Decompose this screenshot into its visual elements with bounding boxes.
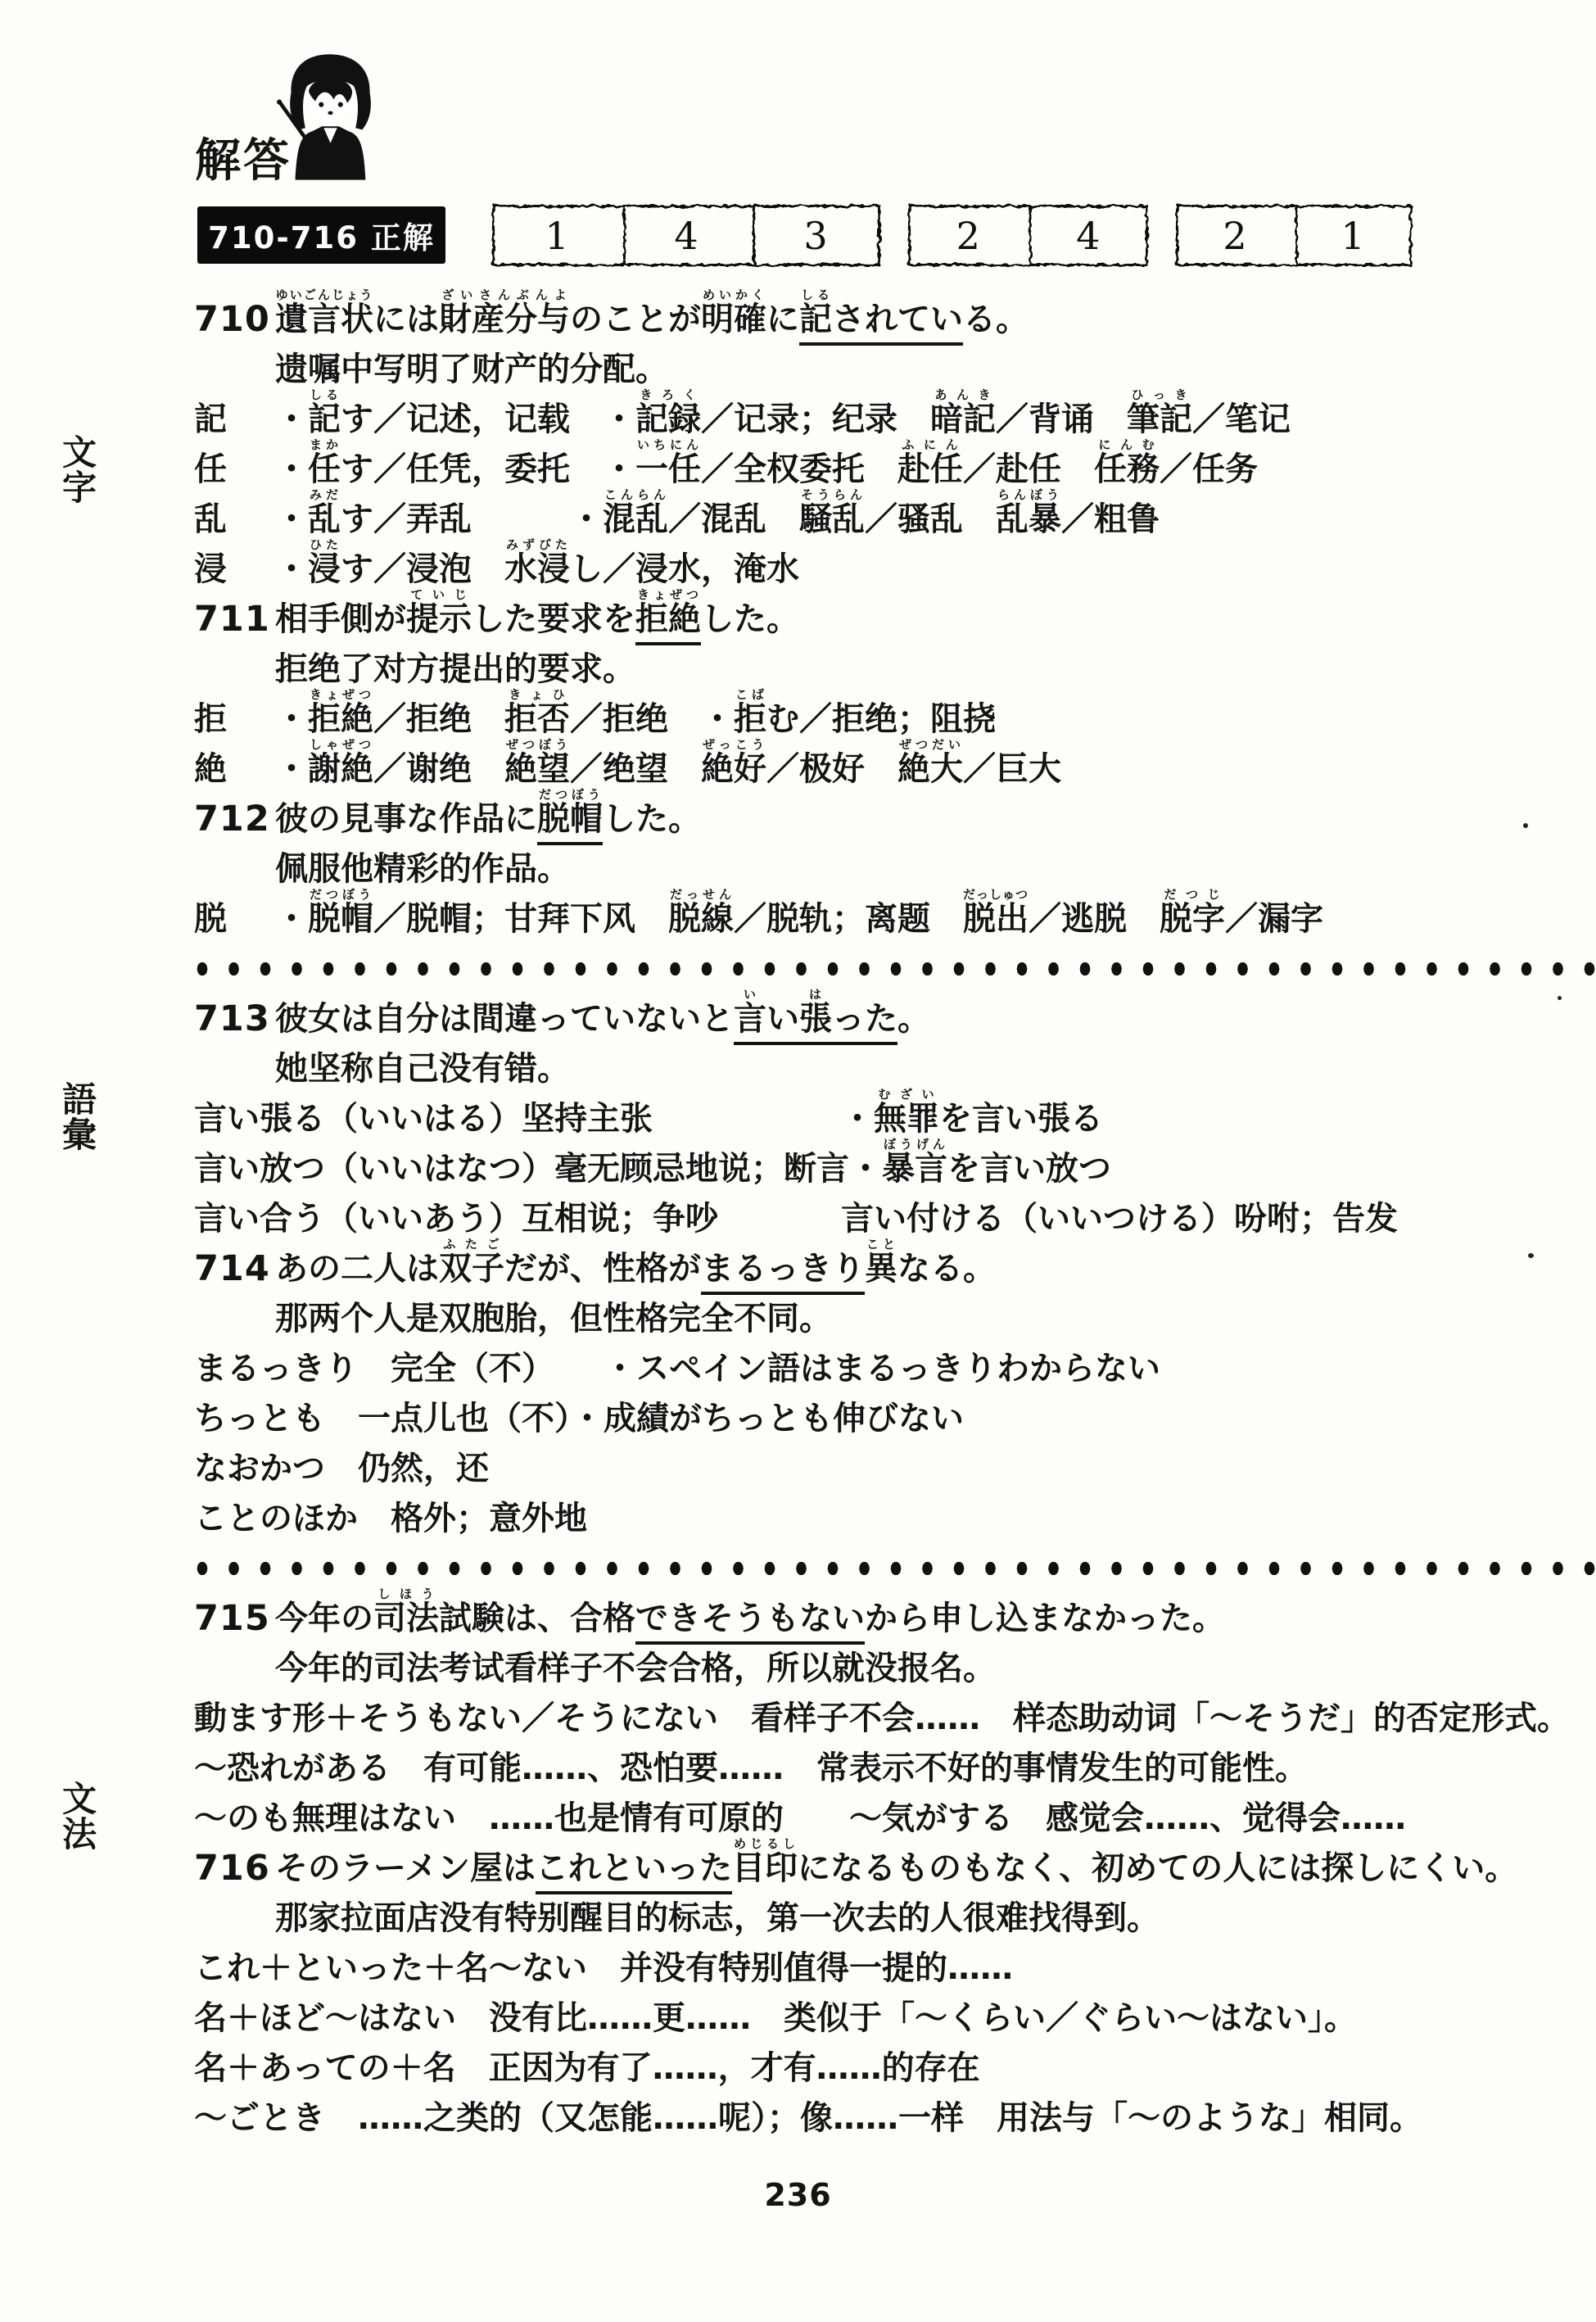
line-text <box>194 1998 1357 2039</box>
chinese-translation: 遗嘱中写明了财产的分配。 <box>275 351 668 388</box>
furigana: ざいさんぶんよ <box>439 287 570 302</box>
text-run: 〜ごとき ……之类的（又怎能……呢）；像……一样 用法与「〜のような」相同。 <box>194 2099 1422 2137</box>
cn-line <box>194 1289 1596 1339</box>
vocab-line <box>194 437 1596 490</box>
furigana: ふたご <box>439 1237 504 1252</box>
ruby-text: 脱帽だつぼう <box>537 787 603 838</box>
line-text <box>275 1237 996 1289</box>
answer-cell: 2 <box>1223 213 1247 258</box>
ruby-text: 脱帽だつぼう <box>308 887 373 938</box>
text-run: これといった <box>536 1849 732 1887</box>
furigana: そうらん <box>799 487 865 502</box>
line-text <box>275 387 1291 440</box>
text-run: す／记述，记载 ・ <box>341 401 635 438</box>
text-run: ・ <box>275 401 308 438</box>
sidebar-section-moji: 文字 <box>57 434 97 505</box>
ruby-text: 浸ひた <box>308 537 341 588</box>
answer-cell: 4 <box>674 213 699 258</box>
question-number: 716 <box>194 1848 270 1889</box>
furigana: ひっき <box>1127 387 1192 402</box>
furigana: しる <box>799 287 832 302</box>
furigana: だつぼう <box>537 787 603 802</box>
furigana: こんらん <box>603 487 668 502</box>
phrase-line <box>194 1439 1596 1489</box>
phrase-line <box>194 1339 1596 1389</box>
furigana: いちにん <box>635 437 701 452</box>
furigana: しる <box>308 387 341 402</box>
text-run: されてい <box>832 301 963 338</box>
text-run: ／绝望 <box>570 750 701 788</box>
furigana: ふにん <box>897 437 963 452</box>
answer-key-label: 710-716 正解 <box>197 206 445 264</box>
ruby-text: 赴任ふにん <box>897 437 963 488</box>
answer-cell: 2 <box>956 213 980 258</box>
ruby-text: 財産分与ざいさんぶんよ <box>439 287 570 338</box>
furigana: だっせん <box>668 887 734 902</box>
ruby-text: 言い <box>734 987 766 1038</box>
ruby-text: 絶好ぜっこう <box>701 737 766 788</box>
ruby-text: 拒否きょひ <box>504 687 570 738</box>
text-run: 試験は、合格 <box>439 1600 635 1637</box>
line-text <box>275 1836 1517 1889</box>
underlined-text <box>766 1000 799 1045</box>
furigana: ひた <box>308 537 341 552</box>
text-run: す／弄乱 ・ <box>341 500 603 538</box>
text-run: ／极好 <box>766 750 897 788</box>
line-text <box>194 1098 841 1139</box>
text-run: 言い付ける（いいつける）吩咐；告发 <box>841 1200 1398 1238</box>
text-run: なる。 <box>897 1250 996 1288</box>
text-run: ／脱轨；离题 <box>734 900 963 938</box>
text-run: できそうもない <box>635 1600 865 1637</box>
answers-content <box>194 287 1596 2139</box>
ruby-text: 絶大ぜつだい <box>897 737 963 788</box>
vocab-head-kanji: 絶 <box>194 750 227 788</box>
text-run: そのラーメン屋は <box>275 1849 536 1887</box>
text-run: ・ <box>275 900 308 938</box>
text-run: 彼の見事な作品に <box>275 800 537 838</box>
text-run: ／巨大 <box>963 750 1061 788</box>
vocab-line <box>194 737 1596 790</box>
text-run: には <box>373 301 439 338</box>
text-run: なおかつ 仍然，还 <box>194 1450 489 1487</box>
ruby-text: 水浸みずびた <box>504 537 570 588</box>
ruby-text: 脱線だっせん <box>668 887 734 938</box>
answer-cells <box>492 205 880 266</box>
text-run: 今年の <box>275 1600 373 1637</box>
dotted-divider <box>194 1561 1596 1576</box>
ruby-text: 脱出だっしゅつ <box>963 887 1029 938</box>
ruby-text: 一任いちにん <box>635 437 701 488</box>
q-line <box>194 787 1596 840</box>
answer-cells <box>908 205 1148 266</box>
text-run: ／逃脱 <box>1029 900 1160 938</box>
furigana: ぜつだい <box>897 737 963 752</box>
text-run: まるっきり 完全（不） ・スペイン語はまるっきりわからない <box>194 1350 1160 1387</box>
text-run: す／浸泡 <box>341 550 504 588</box>
underlined-text <box>537 787 603 845</box>
ruby-text: 提示ていじ <box>406 587 472 638</box>
text-run: 〜恐れがある 有可能……、恐怕要…… 常表示不好的事情发生的可能性。 <box>194 1749 1308 1787</box>
text-run: ／全权委托 <box>701 450 897 488</box>
furigana: だっしゅつ <box>963 887 1029 902</box>
phrase-line <box>194 1939 1596 1989</box>
line-text <box>194 1448 489 1489</box>
underlined-text <box>701 1250 865 1295</box>
line-text <box>275 437 1258 490</box>
text-run: を言い張る <box>939 1100 1103 1138</box>
phrase-line <box>194 1489 1596 1539</box>
furigana: は <box>799 987 832 1002</box>
text-run: 相手側が <box>275 600 406 638</box>
text-run: 動ます形＋そうもない／そうにない 看样子不会…… 样态助动词「〜そうだ」的否定形式。 <box>194 1700 1570 1737</box>
ruby-text: 乱みだ <box>308 487 341 538</box>
phrase-line <box>194 1139 1596 1189</box>
divider-line <box>194 1539 1596 1589</box>
text-run: ・ <box>275 750 308 788</box>
furigana: ぜつぼう <box>504 737 570 752</box>
furigana: にんむ <box>1094 437 1160 452</box>
text-run: まるっきり <box>701 1250 865 1288</box>
text-run: ちっとも 一点儿也（不）・成績がちっとも伸びない <box>194 1400 964 1437</box>
line-text <box>194 2048 980 2089</box>
ruby-text: 混乱こんらん <box>603 487 668 538</box>
text-run: ／赴任 <box>963 450 1094 488</box>
ruby-text: 任まか <box>308 437 341 488</box>
q-line <box>194 1836 1596 1889</box>
furigana: あんき <box>930 387 996 402</box>
line-text <box>194 2098 1422 2139</box>
phrase-line <box>194 2089 1596 2139</box>
vocab-head-kanji: 記 <box>194 401 227 438</box>
text-run: 名＋ほど〜はない 没有比……更…… 类似于「〜くらい／ぐらい〜はない」。 <box>194 1999 1357 2037</box>
line-text <box>275 987 930 1039</box>
furigana: い <box>734 987 766 1002</box>
q-line <box>194 989 1596 1039</box>
cn-line <box>194 340 1596 390</box>
q-line <box>194 1239 1596 1289</box>
vocab-line <box>194 387 1596 440</box>
page-title: 解答 <box>195 134 292 188</box>
teacher-girl-illustration <box>274 52 387 182</box>
vocab-line <box>194 487 1596 540</box>
vocab-head-kanji: 浸 <box>194 550 227 588</box>
text-run: 。 <box>897 1000 930 1038</box>
ruby-text: 遺言状ゆいごんじょう <box>275 287 373 338</box>
line-text-right <box>849 1137 1111 1189</box>
q-line <box>194 287 1596 340</box>
answer-group <box>908 205 1148 266</box>
ruby-text: 張は <box>799 987 832 1038</box>
underlined-text <box>832 301 963 346</box>
text-run: 言い張る（いいはる）坚持主张 <box>194 1100 653 1138</box>
line-text-right <box>841 1198 1398 1239</box>
line-text <box>194 1348 1160 1389</box>
line-text <box>275 537 799 590</box>
text-run: を言い放つ <box>947 1150 1111 1188</box>
divider-line <box>194 939 1596 989</box>
vocab-line <box>194 537 1596 590</box>
line-text <box>275 1586 1225 1639</box>
furigana: きょぜつ <box>635 587 701 602</box>
cn-line <box>194 640 1596 690</box>
question-number: 714 <box>194 1248 270 1289</box>
ruby-text: 脱字だつじ <box>1160 887 1226 938</box>
line-text <box>194 1148 849 1189</box>
text-run: 〜のも無理はない ……也是情有可原的 〜気がする 感觉会……、觉得会…… <box>194 1799 1406 1837</box>
dotted-divider <box>194 962 1596 976</box>
text-run: ／谢绝 <box>373 750 504 788</box>
furigana: きょひ <box>504 687 570 702</box>
ruby-text: 目印めじるし <box>732 1836 798 1887</box>
line-text <box>194 1698 1570 1739</box>
text-run: ・ <box>849 1150 882 1188</box>
chinese-translation: 今年的司法考试看样子不会合格，所以就没报名。 <box>275 1650 996 1687</box>
q-line <box>194 587 1596 640</box>
ruby-text: 記しる <box>308 387 341 438</box>
furigana: むざい <box>874 1087 939 1102</box>
ruby-text: 任務にんむ <box>1094 437 1160 488</box>
text-run: 言い合う（いいあう）互相说；争吵 <box>194 1200 718 1238</box>
text-run: ・ <box>275 500 308 538</box>
text-run: す／任凭，委托 ・ <box>341 450 635 488</box>
text-run: のことが <box>570 301 701 338</box>
furigana: ゆいごんじょう <box>275 287 373 302</box>
q-line <box>194 1586 1596 1639</box>
text-run: ／漏字 <box>1225 900 1324 938</box>
phrase-line <box>194 1689 1596 1739</box>
ruby-text: 絶望ぜつぼう <box>504 737 570 788</box>
furigana: みだ <box>308 487 341 502</box>
page-number: 236 <box>764 2177 832 2213</box>
line-text <box>194 1498 587 1539</box>
ruby-text: 無罪むざい <box>874 1087 939 1138</box>
text-run: 言い放つ（いいはなつ）毫无顾忌地说；断言 <box>194 1150 849 1188</box>
vocab-head-kanji: 拒 <box>194 700 227 738</box>
text-run: った <box>832 1000 897 1038</box>
text-run: ・ <box>275 550 308 588</box>
text-run: ・ <box>275 450 308 488</box>
ruby-text: 記しる <box>799 287 832 338</box>
cn-line <box>194 1889 1596 1939</box>
text-run: ことのほか 格外；意外地 <box>194 1500 587 1537</box>
chinese-translation: 那家拉面店没有特别醒目的标志，第一次去的人很难找得到。 <box>275 1899 1160 1937</box>
cn-line <box>194 1639 1596 1689</box>
cn-line <box>194 1039 1596 1089</box>
text-run: だが、性格が <box>504 1250 701 1288</box>
vocab-line <box>194 687 1596 740</box>
line-text <box>194 1398 964 1439</box>
chinese-translation: 佩服他精彩的作品。 <box>275 850 570 888</box>
underlined-text <box>635 1600 865 1645</box>
text-run: ／任务 <box>1160 450 1258 488</box>
ruby-text: 騒乱そうらん <box>799 487 865 538</box>
question-number: 712 <box>194 799 270 840</box>
text-run: から申し込まなかった。 <box>865 1600 1225 1637</box>
underlined-text <box>799 987 832 1045</box>
furigana: ぜっこう <box>701 737 766 752</box>
text-run: に <box>766 301 799 338</box>
chinese-translation: 她坚称自己没有错。 <box>275 1050 570 1088</box>
answer-cell: 4 <box>1076 213 1101 258</box>
text-run: した要求を <box>472 600 635 638</box>
ruby-text: 司法しほう <box>373 1586 439 1637</box>
text-run: 名＋あっての＋名 正因为有了……，才有……的存在 <box>194 2049 980 2087</box>
line-text <box>275 287 1029 340</box>
line-text <box>275 887 1323 939</box>
furigana: きょぜつ <box>308 687 373 702</box>
ruby-text: 拒絶きょぜつ <box>635 587 701 638</box>
text-run: る。 <box>963 301 1029 338</box>
scan-speck <box>1523 823 1528 828</box>
furigana: まか <box>308 437 341 452</box>
text-run: になるものもなく、初めての人には探しにくい。 <box>798 1849 1518 1887</box>
text-run: ／脱帽；甘拜下风 <box>373 900 668 938</box>
text-run: し／浸水，淹水 <box>570 550 799 588</box>
text-run: した。 <box>603 800 701 838</box>
scan-speck <box>1558 996 1562 1000</box>
ruby-text: 異こと <box>865 1237 897 1288</box>
answer-cell: 1 <box>1341 213 1365 258</box>
ruby-text: 暗記あんき <box>930 387 996 438</box>
text-run: む／拒绝；阻挠 <box>766 700 996 738</box>
answer-group <box>1176 205 1412 266</box>
text-run: い <box>766 1000 799 1038</box>
question-number: 713 <box>194 998 270 1039</box>
underlined-text <box>635 587 701 645</box>
ruby-text: 謝絶しゃぜつ <box>308 737 373 788</box>
ruby-text: 乱暴らんぼう <box>996 487 1061 538</box>
text-run: あの二人は <box>275 1250 439 1288</box>
furigana: だつじ <box>1160 887 1226 902</box>
line-text <box>194 1798 1406 1839</box>
sidebar-section-goi: 語彙 <box>57 1081 97 1152</box>
text-run: これ＋といった＋名〜ない 并没有特别值得一提的…… <box>194 1949 1013 1987</box>
underlined-text <box>799 287 832 346</box>
text-run: ／背诵 <box>996 401 1127 438</box>
answer-cell: 3 <box>803 213 828 258</box>
underlined-text <box>832 1000 897 1045</box>
ruby-text: 拒こば <box>734 687 766 738</box>
text-run: ／骚乱 <box>865 500 996 538</box>
ruby-text: 筆記ひっき <box>1127 387 1192 438</box>
question-number: 715 <box>194 1598 270 1639</box>
ruby-text: 拒絶きょぜつ <box>308 687 373 738</box>
line-text <box>275 587 799 640</box>
text-run: した。 <box>701 600 799 638</box>
text-run: 彼女は自分は間違っていないと <box>275 1000 734 1038</box>
answer-cells <box>1176 205 1412 266</box>
line-text <box>275 787 701 840</box>
sidebar-section-bunpo: 文法 <box>57 1781 97 1851</box>
phrase-line <box>194 1789 1596 1839</box>
furigana: ぼうげん <box>882 1137 947 1152</box>
vocab-head-kanji: 任 <box>194 450 227 488</box>
text-run: ／记录；纪录 <box>701 401 930 438</box>
phrase-line <box>194 1989 1596 2039</box>
answer-group <box>492 205 880 266</box>
phrase-line <box>194 1389 1596 1439</box>
text-run: ／拒绝 ・ <box>570 700 734 738</box>
question-number: 710 <box>194 299 270 340</box>
furigana: みずびた <box>504 537 570 552</box>
scan-speck <box>1528 1253 1534 1258</box>
underlined-text <box>734 987 766 1045</box>
line-text <box>194 1948 1013 1989</box>
text-run: ・ <box>275 700 308 738</box>
phrase-line <box>194 1089 1596 1139</box>
line-text <box>275 737 1061 790</box>
vocab-line <box>194 889 1596 939</box>
line-text <box>194 1748 1308 1789</box>
furigana: めいかく <box>701 287 766 302</box>
furigana: らんぼう <box>996 487 1061 502</box>
line-text-right <box>841 1087 1103 1139</box>
text-run: ／混乱 <box>668 500 799 538</box>
ruby-text: 明確めいかく <box>701 287 766 338</box>
cn-line <box>194 840 1596 889</box>
furigana: きろく <box>635 387 701 402</box>
furigana: しゃぜつ <box>308 737 373 752</box>
phrase-line <box>194 1739 1596 1789</box>
text-run: ／笔记 <box>1192 401 1291 438</box>
question-number: 711 <box>194 599 270 640</box>
chinese-translation: 拒绝了对方提出的要求。 <box>275 650 635 688</box>
ruby-text: 記録きろく <box>635 387 701 438</box>
text-run: ・ <box>841 1100 874 1138</box>
phrase-line <box>194 2039 1596 2089</box>
furigana: ていじ <box>406 587 472 602</box>
text-run: ／拒绝 <box>373 700 504 738</box>
furigana: しほう <box>373 1586 439 1601</box>
line-text <box>275 487 1160 540</box>
ruby-text: 双子ふたご <box>439 1237 504 1288</box>
line-text <box>194 1198 841 1239</box>
line-text <box>275 687 996 740</box>
phrase-line <box>194 1189 1596 1239</box>
furigana: こば <box>734 687 766 702</box>
ruby-text: 暴言ぼうげん <box>882 1137 947 1188</box>
vocab-head-kanji: 乱 <box>194 500 227 538</box>
furigana: だつぼう <box>308 887 373 902</box>
answer-cell: 1 <box>545 213 569 258</box>
text-run: ／粗鲁 <box>1061 500 1160 538</box>
vocab-head-kanji: 脱 <box>194 900 227 938</box>
furigana: こと <box>865 1237 897 1252</box>
chinese-translation: 那两个人是双胞胎，但性格完全不同。 <box>275 1300 832 1338</box>
underlined-text <box>536 1849 732 1894</box>
furigana: めじるし <box>732 1836 798 1851</box>
